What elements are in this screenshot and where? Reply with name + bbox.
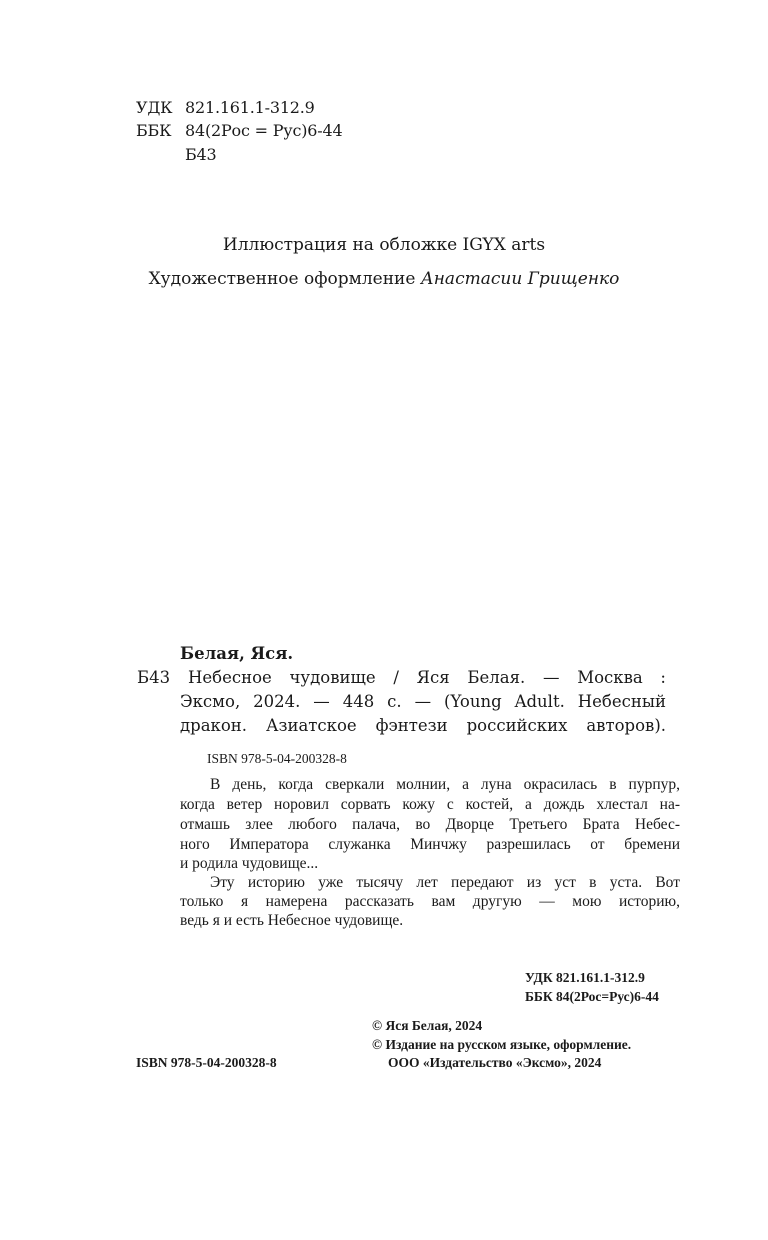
annotation-line: когда ветер норовил сорвать кожу с костей, а дождь хлестал на- [180,796,680,813]
bib-isbn: ISBN 978-5-04-200328-8 [207,751,347,766]
annotation-line: ведь я и есть Небесное чудовище. [180,912,404,929]
design-credit [0,269,768,289]
book-author: Белая, Яся. [180,644,294,663]
udk-value: 821.161.1-312.9 [185,98,315,117]
annotation-line: и родила чудовище... [180,855,319,872]
copyright-author: © Яся Белая, 2024 [372,1018,483,1033]
designer-name: Анастасии Грищенко [420,269,620,289]
author-mark: Б43 [185,145,217,164]
bib-line: дракон. Азиатское фэнтези российских авторов). [180,716,666,735]
annotation-line: Эту историю уже тысячу лет передают из уст в уста. Вот [210,874,680,891]
footer-bbk: ББК 84(2Рос=Рус)6-44 [525,989,659,1004]
design-credit-prefix: Художественное оформление [148,269,421,289]
bib-line: Эксмо, 2024. — 448 с. — (Young Adult. Небесный [180,692,666,711]
bbk-value: 84(2Рос = Рус)6-44 [185,121,343,140]
udk-label: УДК [136,98,173,117]
footer-udk: УДК 821.161.1-312.9 [525,970,645,985]
footer-isbn: ISBN 978-5-04-200328-8 [136,1055,277,1070]
bib-line: Небесное чудовище / Яся Белая. — Москва : [188,668,666,687]
copyright-publisher-name: ООО «Издательство «Эксмо», 2024 [388,1055,602,1070]
bib-author-mark: Б43 [137,668,171,687]
annotation-line: только я намерена рассказать вам другую — мою историю, [180,893,680,910]
bbk-label: ББК [136,121,172,140]
annotation-line: отмашь злее любого палача, во Дворце Третьего Брата Небес- [180,816,680,833]
illustration-credit: Иллюстрация на обложке IGYX arts [222,235,546,255]
annotation-line: В день, когда сверкали молнии, а луна окрасилась в пурпур, [210,776,680,793]
copyright-publisher: © Издание на русском языке, оформление. [372,1037,632,1052]
annotation-line: ного Императора служанка Минчжу разрешилась от бремени [180,836,680,853]
